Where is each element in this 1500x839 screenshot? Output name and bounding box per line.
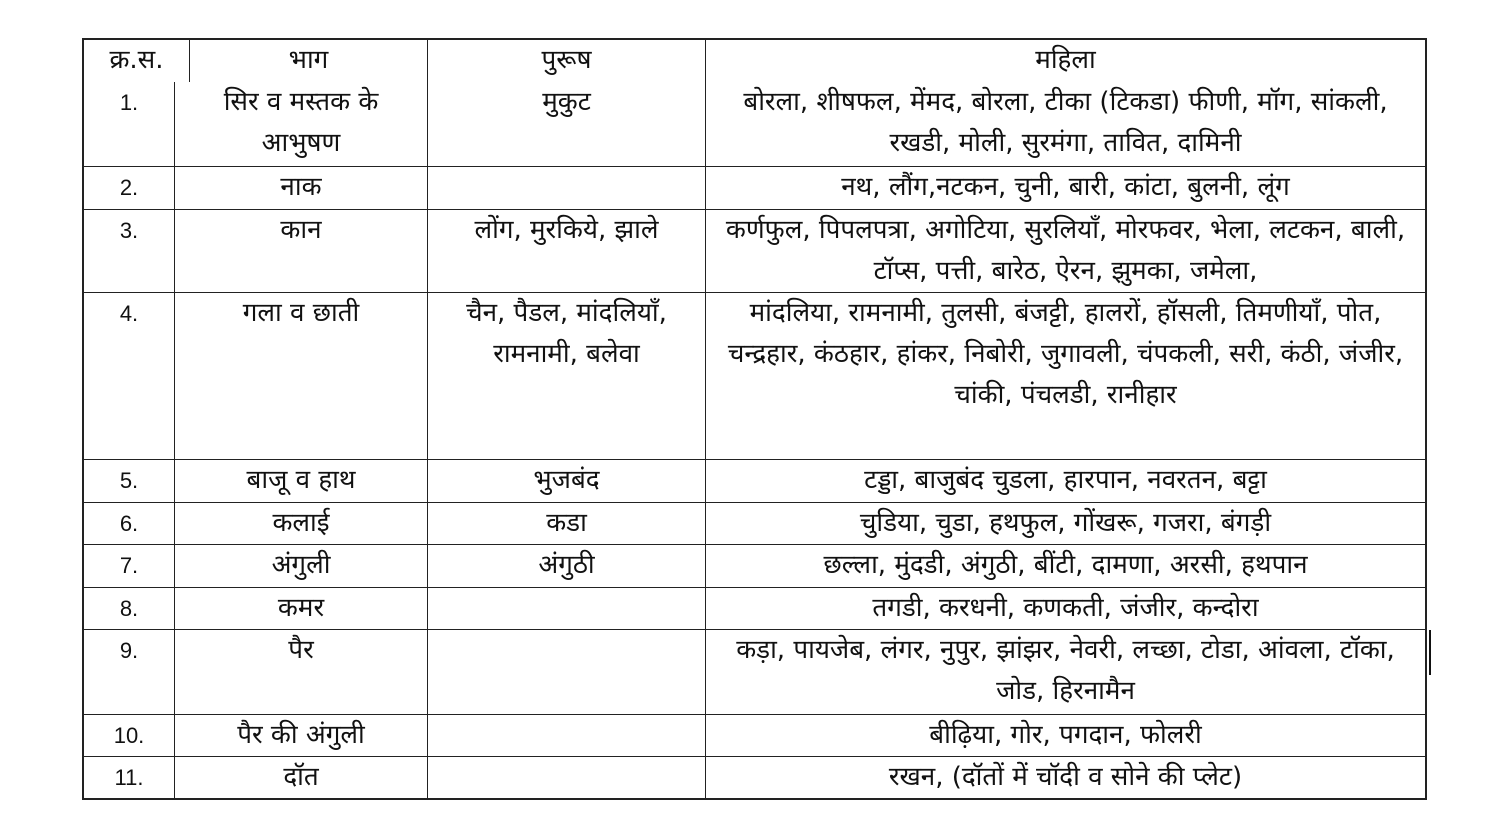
table-row — [84, 166, 1425, 209]
header-women: महिला — [705, 40, 1425, 82]
header-part: भाग — [189, 40, 427, 82]
men-cell — [427, 715, 705, 756]
serial-cell: 5. — [119, 468, 139, 493]
header-men: पुरूष — [427, 40, 705, 82]
table-header-row — [84, 40, 1425, 82]
part-cell: पैर की अंगुली — [174, 715, 427, 756]
women-cell: नथ, लौंग,नटकन, चुनी, बारी, कांटा, बुलनी, लूंग — [705, 167, 1425, 209]
women-cell: टड्डा, बाजुबंद चुडला, हारपान, नवरतन, बट्टा — [705, 460, 1425, 502]
serial-cell: 3. — [119, 218, 139, 243]
table-row — [84, 209, 1425, 292]
men-cell: अंगुठी — [427, 545, 705, 587]
serial-cell: 10. — [113, 723, 145, 748]
part-cell: कान — [174, 210, 427, 292]
part-cell: बाजू व हाथ — [174, 460, 427, 502]
table-row — [84, 82, 1425, 166]
table-row — [84, 544, 1425, 587]
men-cell: भुजबंद — [427, 460, 705, 502]
men-cell — [427, 167, 705, 209]
part-cell: नाक — [174, 167, 427, 209]
serial-cell: 8. — [119, 596, 139, 621]
part-cell: अंगुली — [174, 545, 427, 587]
table-row — [84, 629, 1425, 714]
women-cell: बीढ़िया, गोर, पगदान, फोलरी — [705, 715, 1425, 756]
women-cell: कर्णफुल, पिपलपत्रा, अगोटिया, सुरलियॉं, मोरफवर, भेला, लटकन, बाली, टॉप्स, पत्ती, बारेठ, ऐरन, झुमका, जमेला, — [705, 210, 1425, 292]
men-cell: लोंग, मुरकिये, झाले — [427, 210, 705, 292]
women-cell: चुडिया, चुडा, हथफुल, गोंखरू, गजरा, बंगड़ी — [705, 503, 1425, 544]
table-row — [84, 756, 1425, 798]
table-row — [84, 587, 1425, 629]
serial-cell: 9. — [119, 638, 139, 663]
part-cell: कमर — [174, 588, 427, 629]
men-cell: कडा — [427, 503, 705, 544]
part-cell: कलाई — [174, 503, 427, 544]
part-cell: दॉत — [174, 757, 427, 798]
table-row — [84, 502, 1425, 544]
table-row — [84, 292, 1425, 459]
women-cell: मांदलिया, रामनामी, तुलसी, बंजट्टी, हालरों, हॉसली, तिमणीयॉं, पोत, चन्द्रहार, कंठहार, हांकर, निबोरी, जुगावली, चंपकली, सरी, कंठी, जंजीर, चांकी, पंचलडी, रानीहार — [705, 293, 1425, 459]
serial-cell: 4. — [119, 301, 139, 326]
header-serial: क्र.स. — [109, 45, 164, 75]
part-cell: पैर — [174, 630, 427, 714]
part-cell: सिर व मस्तक के आभुषण — [174, 82, 427, 166]
women-cell: बोरला, शीषफल, मेंमद, बोरला, टीका (टिकडा) फीणी, मॉग, सांकली, रखडी, मोली, सुरमंगा, तावित, दामिनी — [705, 82, 1425, 166]
men-cell: चैन, पैडल, मांदलियाँ, रामनामी, बलेवा — [427, 293, 705, 459]
women-cell: तगडी, करधनी, कणकती, जंजीर, कन्दोरा — [705, 588, 1425, 629]
table-row — [84, 714, 1425, 756]
text-cursor — [1429, 630, 1431, 675]
serial-cell: 1. — [119, 90, 139, 115]
men-cell: मुकुट — [427, 82, 705, 166]
women-cell: कड़ा, पायजेब, लंगर, नुपुर, झांझर, नेवरी, लच्छा, टोडा, आंवला, टॉका, जोड, हिरनामैन — [705, 630, 1425, 714]
table-row — [84, 459, 1425, 502]
women-cell: छल्ला, मुंदडी, अंगुठी, बींटी, दामणा, अरसी, हथपान — [705, 545, 1425, 587]
women-cell: रखन, (दॉतों में चॉदी व सोने की प्लेट) — [705, 757, 1425, 798]
serial-cell: 7. — [119, 553, 139, 578]
men-cell — [427, 588, 705, 629]
part-cell: गला व छाती — [174, 293, 427, 459]
ornaments-table — [82, 38, 1427, 800]
serial-cell: 11. — [114, 765, 144, 790]
serial-cell: 2. — [119, 175, 139, 200]
men-cell — [427, 757, 705, 798]
serial-cell: 6. — [119, 511, 139, 536]
men-cell — [427, 630, 705, 714]
